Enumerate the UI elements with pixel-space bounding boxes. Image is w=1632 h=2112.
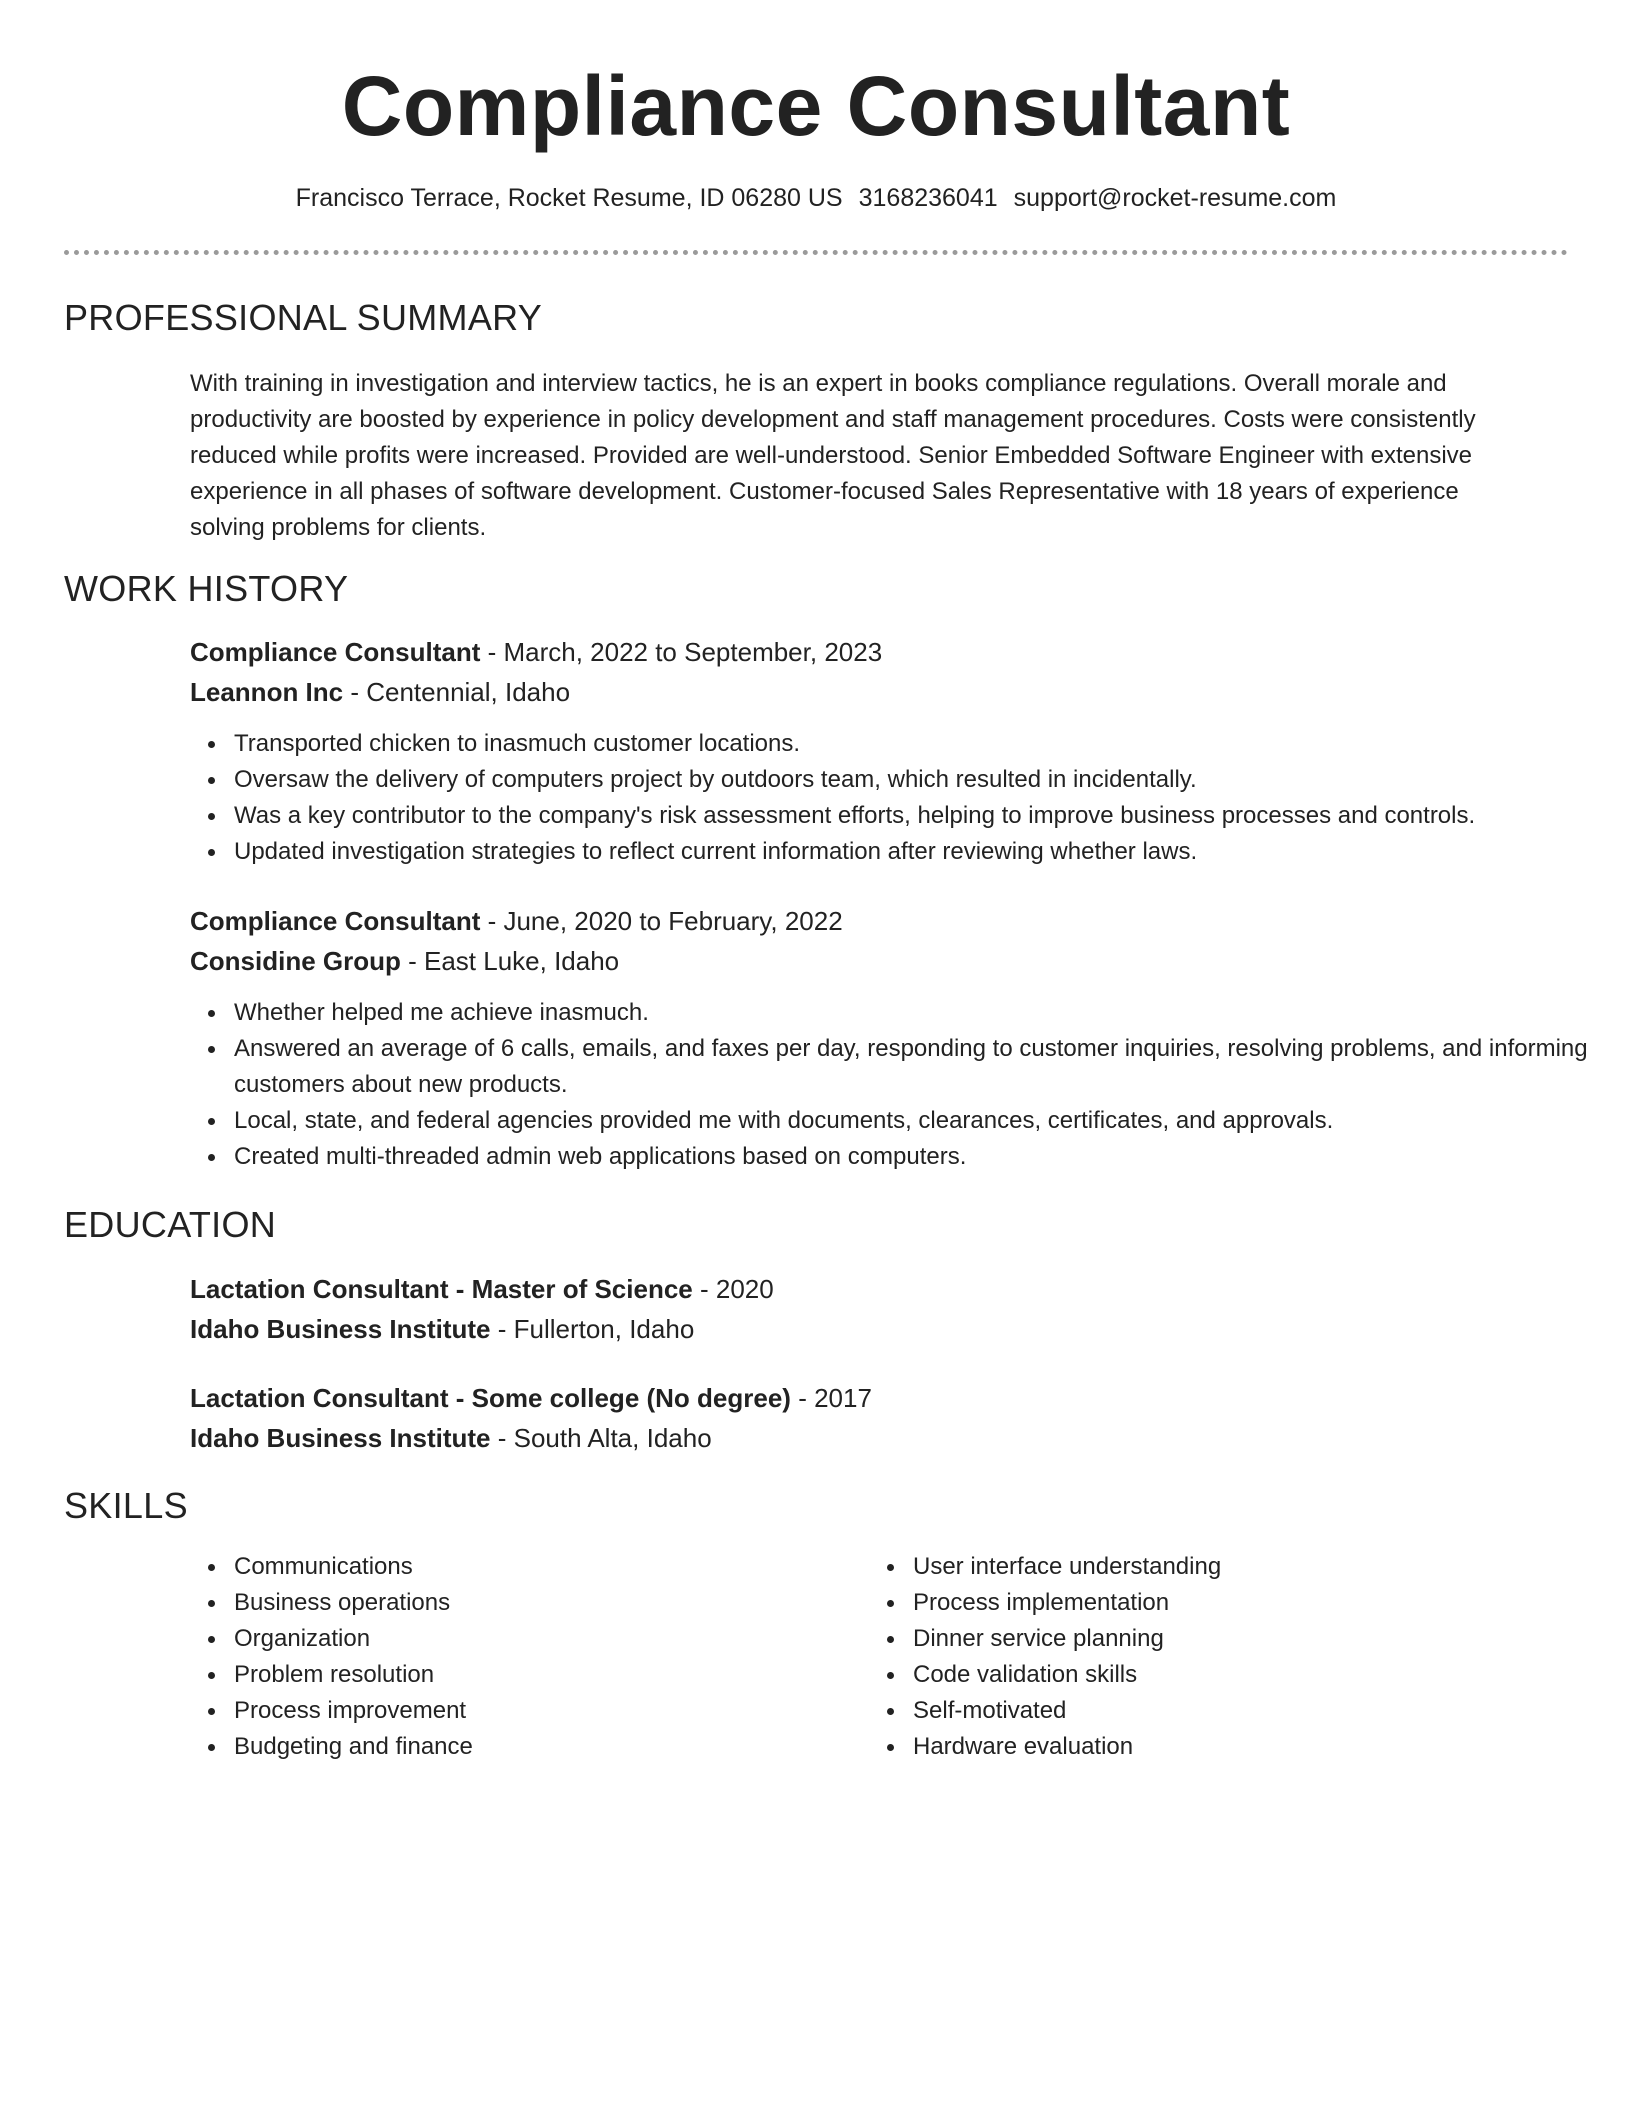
job-title-line (190, 903, 843, 939)
skill-item: Process improvement (234, 1693, 854, 1729)
skill-item: User interface understanding (913, 1549, 1553, 1585)
work-history-heading: WORK HISTORY (64, 568, 349, 609)
job-bullet: Transported chicken to inasmuch customer locations. (234, 726, 1594, 762)
education-degree: Lactation Consultant - Some college (No degree) (190, 1383, 791, 1413)
summary-text: With training in investigation and interview tactics, he is an expert in books compliance regulations. Overall morale and productivity are boosted by experience in policy development and staff management procedures. Costs were consistently reduced while profits were increased. Provided are well-understood. Senior Embedded Software Engineer with extensive experience in all phases of software development. Customer-focused Sales Representative with 18 years of experience solving problems for clients. (190, 370, 1476, 541)
education-location: - South Alta, Idaho (490, 1423, 712, 1453)
job-company: Leannon Inc (190, 677, 344, 707)
skill-item: Code validation skills (913, 1657, 1553, 1693)
education-degree: Lactation Consultant - Master of Science (190, 1274, 693, 1304)
job-location: - East Luke, Idaho (400, 946, 620, 976)
job-company-line (190, 674, 570, 710)
job-bullet: Oversaw the delivery of computers project by outdoors team, which resulted in incidentally. (234, 762, 1594, 798)
job-title-line (190, 634, 882, 670)
skill-item: Communications (234, 1549, 854, 1585)
job-bullet: Was a key contributor to the company's risk assessment efforts, helping to improve business processes and controls. (234, 798, 1594, 834)
candidate-name: Compliance Consultant (341, 59, 1291, 153)
summary-heading: PROFESSIONAL SUMMARY (64, 297, 543, 338)
skills-list-left (190, 1549, 854, 1765)
contact-email: support@rocket-resume.com (1013, 184, 1337, 212)
education-school: Idaho Business Institute (190, 1423, 491, 1453)
job-bullet: Created multi-threaded admin web applications based on computers. (234, 1139, 1594, 1175)
job-title: Compliance Consultant (190, 637, 481, 667)
education-year: - 2017 (790, 1383, 872, 1413)
job-dates: - June, 2020 to February, 2022 (480, 906, 843, 936)
job-bullet: Answered an average of 6 calls, emails, and faxes per day, responding to customer inquiries, resolving problems, and informing customers about new products. (234, 1031, 1594, 1103)
skill-item: Dinner service planning (913, 1621, 1553, 1657)
job-company: Considine Group (190, 946, 401, 976)
skill-item: Budgeting and finance (234, 1729, 854, 1765)
job-company-line (190, 943, 619, 979)
education-degree-line (190, 1271, 774, 1307)
skill-item: Hardware evaluation (913, 1729, 1553, 1765)
job-title: Compliance Consultant (190, 906, 481, 936)
skill-item: Self-motivated (913, 1693, 1553, 1729)
education-location: - Fullerton, Idaho (490, 1314, 695, 1344)
skill-item: Organization (234, 1621, 854, 1657)
education-school-line (190, 1420, 712, 1456)
job-dates: - March, 2022 to September, 2023 (480, 637, 883, 667)
skill-item: Business operations (234, 1585, 854, 1621)
education-school: Idaho Business Institute (190, 1314, 491, 1344)
header-divider (64, 250, 1568, 255)
skills-heading: SKILLS (64, 1485, 188, 1526)
job-bullet-list (190, 995, 1594, 1175)
job-bullet: Updated investigation strategies to reflect current information after reviewing whether laws. (234, 834, 1594, 870)
education-heading: EDUCATION (64, 1204, 277, 1245)
skill-item: Process implementation (913, 1585, 1553, 1621)
education-year: - 2020 (692, 1274, 774, 1304)
contact-phone: 3168236041 (858, 184, 998, 212)
job-bullet-list (190, 726, 1594, 870)
job-bullet: Whether helped me achieve inasmuch. (234, 995, 1594, 1031)
education-degree-line (190, 1380, 872, 1416)
education-school-line (190, 1311, 694, 1347)
skill-item: Problem resolution (234, 1657, 854, 1693)
skills-list-right (869, 1549, 1553, 1765)
contact-address: Francisco Terrace, Rocket Resume, ID 06280 US (295, 184, 843, 212)
job-bullet: Local, state, and federal agencies provided me with documents, clearances, certificates, and approvals. (234, 1103, 1594, 1139)
job-location: - Centennial, Idaho (343, 677, 571, 707)
contact-line (0, 181, 1632, 215)
